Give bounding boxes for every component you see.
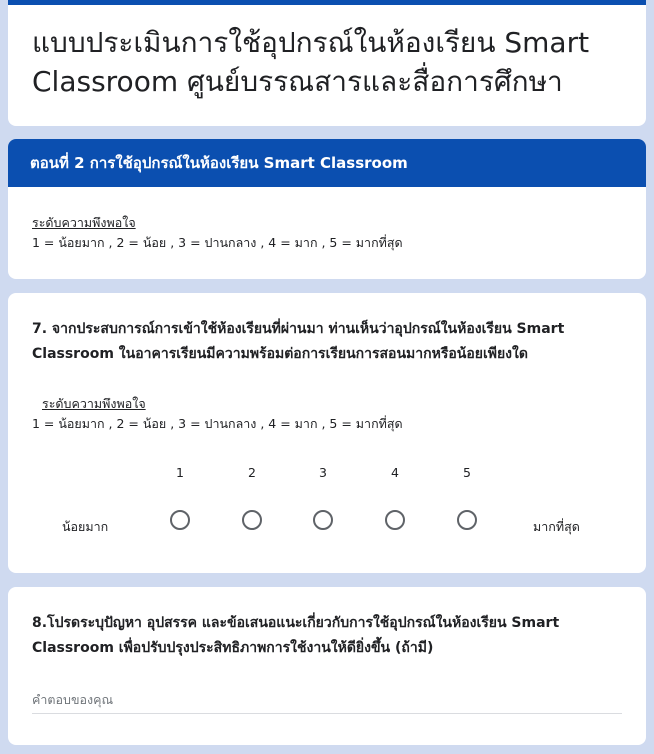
scale-label-1: 1 — [176, 465, 184, 480]
form-title: แบบประเมินการใช้อุปกรณ์ในห้องเรียน Smart Classroom ศูนย์บรรณสารและสื่อการศึกษา — [32, 26, 590, 98]
scale-label-5: 5 — [463, 465, 471, 480]
scale-label-2: 2 — [248, 465, 256, 480]
question-7-card — [8, 293, 646, 573]
section-desc-heading: ระดับความพึงพอใจ — [32, 215, 136, 230]
question-7-description — [32, 394, 403, 434]
section-description — [32, 213, 403, 253]
radio-option-2[interactable] — [242, 510, 262, 530]
radio-option-5[interactable] — [457, 510, 477, 530]
radio-option-4[interactable] — [385, 510, 405, 530]
section-desc-scale: 1 = น้อยมาก , 2 = น้อย , 3 = ปานกลาง , 4 = มาก , 5 = มากที่สุด — [32, 235, 403, 250]
question-7-desc-heading: ระดับความพึงพอใจ — [42, 396, 146, 411]
question-8-card — [8, 587, 646, 745]
radio-option-3[interactable] — [313, 510, 333, 530]
radio-option-1[interactable] — [170, 510, 190, 530]
section-header: ตอนที่ 2 การใช้อุปกรณ์ในห้องเรียน Smart Classroom — [8, 139, 646, 187]
question-8-title: 8.โปรดระบุปัญหา อุปสรรค และข้อเสนอแนะเกี่ยวกับการใช้อุปกรณ์ในห้องเรียน Smart Classroom เพื่อปรับปรุงประสิทธิภาพการใช้งานให้ดียิ่งขึ้น (ถ้ามี) — [32, 615, 560, 656]
question-7-desc-scale: 1 = น้อยมาก , 2 = น้อย , 3 = ปานกลาง , 4 = มาก , 5 = มากที่สุด — [32, 416, 403, 431]
form-title-card — [8, 0, 646, 126]
question-7-title: 7. จากประสบการณ์การเข้าใช้ห้องเรียนที่ผ่านมา ท่านเห็นว่าอุปกรณ์ในห้องเรียน Smart Classroom ในอาคารเรียนมีความพร้อมต่อการเรียนการสอนมากหรือน้อยเพียงใด — [32, 321, 565, 362]
scale-low-label: น้อยมาก — [62, 519, 109, 534]
scale-label-4: 4 — [391, 465, 399, 480]
section-card — [8, 139, 646, 279]
answer-input[interactable] — [32, 685, 622, 714]
scale-high-label: มากที่สุด — [533, 519, 580, 534]
scale-label-3: 3 — [319, 465, 327, 480]
